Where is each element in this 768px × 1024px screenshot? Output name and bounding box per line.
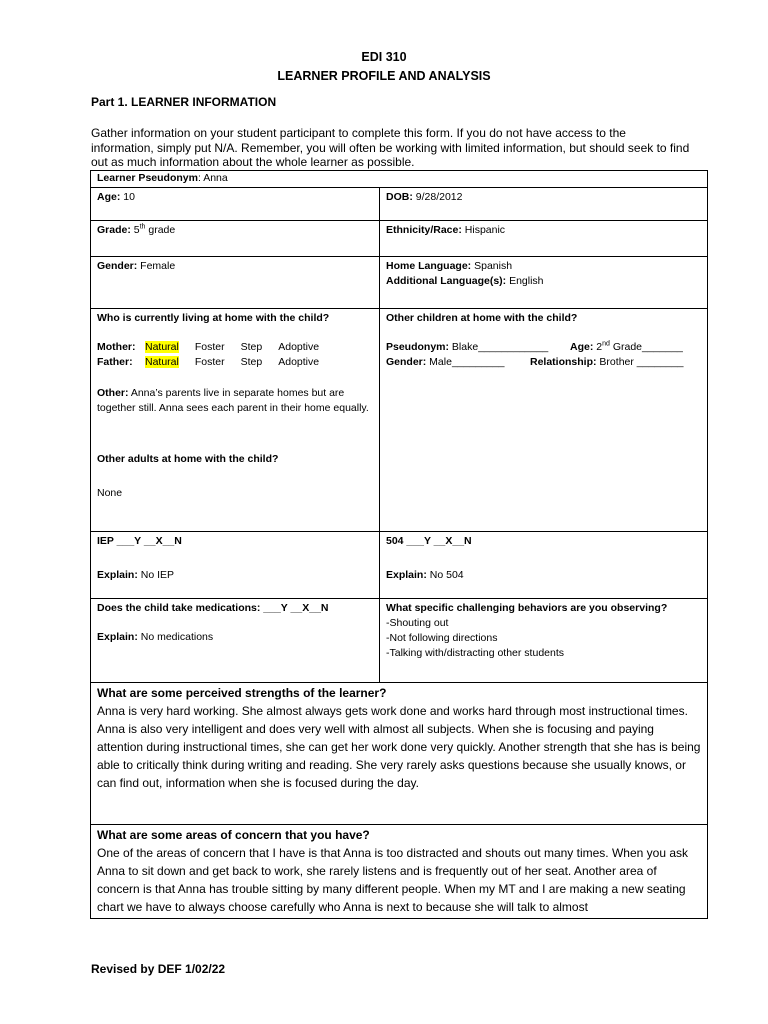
s504-cell: [380, 532, 708, 599]
living-question: Who is currently living at home with the child?: [97, 312, 330, 324]
concerns-answer: One of the areas of concern that I have is that Anna is too distracted and shouts out many times. When you ask Anna to sit down and get back to work, she rarely listens and is frequently out of her seat. Another area of concern is that Anna has trouble sitting by many different people. When my MT and I are making a new seating chart we have to always choose carefully who Anna is next to because she will talk to almost: [97, 846, 688, 914]
medications-explain-label: Explain:: [97, 631, 138, 643]
ethnicity-label: Ethnicity/Race:: [386, 224, 462, 236]
other-adults-answer: None: [97, 487, 123, 499]
dob-label: DOB:: [386, 191, 413, 203]
option-adoptive: Adoptive: [278, 341, 320, 353]
mother-label: Mother:: [97, 341, 136, 353]
s504-explain-value: No 504: [426, 569, 464, 581]
other-text: Anna’s parents live in separate homes but are together still. Anna sees each parent in their home equally.: [97, 387, 369, 414]
age-value: 10: [120, 191, 135, 203]
grade-value-rest: grade: [145, 224, 176, 236]
option-foster: Foster: [194, 356, 225, 368]
course-code: EDI 310: [361, 50, 407, 64]
option-natural: Natural: [145, 356, 179, 368]
ethnicity-cell: [380, 221, 708, 257]
additional-language-value: English: [506, 275, 544, 287]
learner-form-table: [90, 170, 708, 919]
age-label: Age:: [97, 191, 121, 203]
age-cell: [91, 188, 380, 221]
household-cell: [91, 309, 380, 532]
behaviors-question: What specific challenging behaviors are you observing?: [386, 602, 668, 614]
medications-explain-value: No medications: [137, 631, 214, 643]
s504-line: 504 ___Y __X__N: [386, 535, 472, 547]
dob-value: 9/28/2012: [412, 191, 463, 203]
behavior-item: -Talking with/distracting other students: [386, 647, 565, 659]
iep-explain-value: No IEP: [137, 569, 175, 581]
sibling-gender-label: Gender:: [386, 356, 427, 368]
gender-value: Female: [137, 260, 176, 272]
grade-value-num: 5: [130, 224, 140, 236]
option-adoptive: Adoptive: [278, 356, 320, 368]
option-foster: Foster: [194, 341, 225, 353]
sibling-age-label: Age:: [570, 341, 594, 353]
s504-explain-label: Explain:: [386, 569, 427, 581]
strengths-question: What are some perceived strengths of the learner?: [97, 686, 387, 700]
other-adults-question: Other adults at home with the child?: [97, 453, 279, 465]
sibling-age-rest: Grade_______: [609, 341, 683, 353]
concerns-question: What are some areas of concern that you have?: [97, 828, 370, 842]
strengths-answer: Anna is very hard working. She almost always gets work done and works hard through most instructional times. Anna is also very intelligent and does very well with almost all subjects. When she is focusing and paying attention during instructional times, she can get her work done very quickly. Another strength that she has is being able to critically think during writing and reading. She very rarely asks questions because she usually knows, or can find out, information when she is focused during the day.: [97, 704, 701, 790]
sibling-pseudonym-value: Blake____________: [449, 341, 549, 353]
option-step: Step: [240, 341, 263, 353]
grade-cell: [91, 221, 380, 257]
behaviors-cell: [380, 599, 708, 683]
strengths-cell: [91, 683, 708, 825]
father-row: [97, 355, 373, 370]
ethnicity-value: Hispanic: [461, 224, 506, 236]
sibling-gender-value: Male_________: [426, 356, 505, 368]
option-natural: Natural: [145, 341, 179, 353]
mother-row: [97, 340, 373, 355]
medications-cell: [91, 599, 380, 683]
other-note: [97, 386, 373, 416]
other-label: Other:: [97, 387, 129, 399]
gender-cell: [91, 257, 380, 309]
sibling-row-1: [386, 340, 701, 355]
revision-footer: Revised by DEF 1/02/22: [91, 962, 226, 976]
instructions: Gather information on your student participant to complete this form. If you do not have access to the information, simply put N/A. Remember, you will often be working with limited information, but should seek to find out as much information about the whole learner as possible.: [91, 126, 690, 169]
dob-cell: [380, 188, 708, 221]
language-cell: [380, 257, 708, 309]
pseudonym-label: Learner Pseudonym: [97, 172, 198, 184]
siblings-question: Other children at home with the child?: [386, 312, 578, 324]
sibling-age-num: 2: [593, 341, 603, 353]
part-heading: Part 1. LEARNER INFORMATION: [91, 95, 277, 109]
iep-line: IEP ___Y __X__N: [97, 535, 182, 547]
iep-explain-label: Explain:: [97, 569, 138, 581]
grade-value-sup: th: [139, 223, 146, 231]
additional-language-label: Additional Language(s):: [386, 275, 507, 287]
pseudonym-cell: [91, 171, 708, 188]
home-language-value: Spanish: [471, 260, 513, 272]
iep-cell: [91, 532, 380, 599]
sibling-pseudonym-label: Pseudonym:: [386, 341, 450, 353]
medications-line: Does the child take medications: ___Y __X__N: [97, 602, 329, 614]
option-step: Step: [240, 356, 263, 368]
sibling-relationship-value: Brother ________: [596, 356, 684, 368]
gender-label: Gender:: [97, 260, 138, 272]
pseudonym-value: : Anna: [197, 172, 228, 184]
behavior-item: -Shouting out: [386, 617, 449, 629]
sibling-relationship-label: Relationship:: [530, 356, 597, 368]
form-title: LEARNER PROFILE AND ANALYSIS: [277, 69, 491, 83]
father-label: Father:: [97, 356, 133, 368]
siblings-cell: [380, 309, 708, 532]
grade-label: Grade:: [97, 224, 131, 236]
sibling-age-sup: nd: [602, 340, 610, 348]
home-language-label: Home Language:: [386, 260, 472, 272]
concerns-cell: [91, 825, 708, 919]
sibling-row-2: [386, 355, 701, 370]
behavior-item: -Not following directions: [386, 632, 498, 644]
